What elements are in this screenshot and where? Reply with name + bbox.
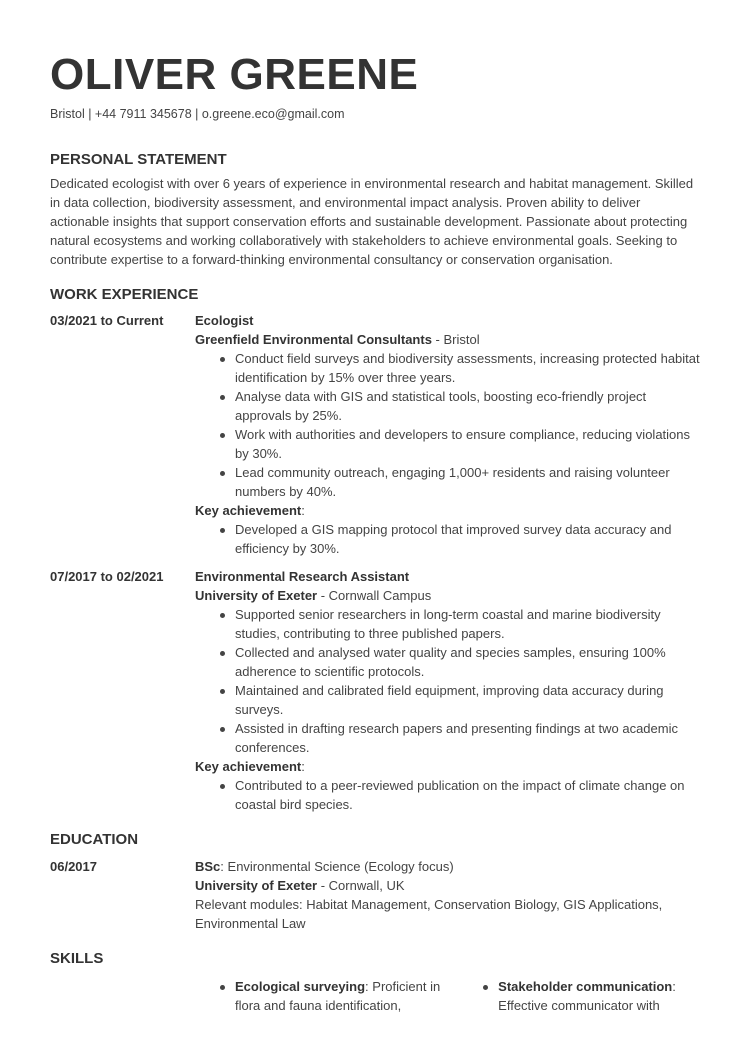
job-bullets xyxy=(195,349,700,501)
skill-item xyxy=(235,977,456,1015)
list-item: Work with authorities and developers to ensure compliance, reducing violations by 30%. xyxy=(235,425,700,463)
achievement-bullets xyxy=(195,520,700,558)
skill-name: Stakeholder communication xyxy=(498,979,673,994)
job-role: Ecologist xyxy=(195,313,254,328)
skills-column xyxy=(456,977,700,1015)
skills-heading: SKILLS xyxy=(50,950,104,967)
job-location: - Bristol xyxy=(431,332,480,347)
skills-column xyxy=(195,977,456,1015)
institution: University of Exeter xyxy=(195,878,318,893)
job-company: University of Exeter xyxy=(195,588,318,603)
job-location: - Cornwall Campus xyxy=(317,588,432,603)
job-entry xyxy=(50,311,700,558)
candidate-name: OLIVER GREENE xyxy=(50,50,419,99)
list-item: Supported senior researchers in long-term coastal and marine biodiversity studies, contributing to three published papers. xyxy=(235,605,700,643)
key-achievement-label: Key achievement xyxy=(195,503,302,518)
degree-field: : Environmental Science (Ecology focus) xyxy=(220,859,454,874)
work-experience-heading: WORK EXPERIENCE xyxy=(50,286,199,303)
personal-statement-text: Dedicated ecologist with over 6 years of experience in environmental research and habitat management. Skilled in data collection, biodiversity assessment, and environmental impact analysis. Proven ability to deliver actionable insights that support conservation efforts and sustainable development. Passionate about protecting natural ecosystems and working collaboratively with stakeholders to achieve environmental goals. Seeking to contribute expertise to a forward-thinking environmental consultancy or conservation organisation. xyxy=(50,176,694,267)
job-company: Greenfield Environmental Consultants xyxy=(195,332,432,347)
key-achievement-label-line: Key achievement: xyxy=(195,759,305,774)
achievement-bullets xyxy=(195,776,700,814)
job-company-line xyxy=(195,330,700,349)
job-bullets xyxy=(195,605,700,757)
key-achievement-label-line: Key achievement: xyxy=(195,503,305,518)
education-entry xyxy=(50,857,700,933)
contact-line: Bristol | +44 7911 345678 | o.greene.eco@gmail.com xyxy=(50,107,345,121)
list-item: Collected and analysed water quality and species samples, ensuring 100% adherence to scientific protocols. xyxy=(235,643,700,681)
key-achievement-label: Key achievement xyxy=(195,759,302,774)
job-company-line xyxy=(195,586,700,605)
job-dates: 03/2021 to Current xyxy=(50,313,164,328)
list-item: Assisted in drafting research papers and presenting findings at two academic conferences. xyxy=(235,719,700,757)
personal-statement-heading: PERSONAL STATEMENT xyxy=(50,151,227,168)
institution-line xyxy=(195,876,700,895)
skill-desc: : Effective communicator with xyxy=(498,979,676,1013)
list-item: Maintained and calibrated field equipment, improving data accuracy during surveys. xyxy=(235,681,700,719)
degree-line xyxy=(195,857,700,876)
skill-name: Ecological surveying xyxy=(235,979,366,994)
job-dates: 07/2017 to 02/2021 xyxy=(50,569,164,584)
skill-item xyxy=(498,977,700,1015)
list-item: Developed a GIS mapping protocol that improved survey data accuracy and efficiency by 30%. xyxy=(235,520,700,558)
education-date: 06/2017 xyxy=(50,859,97,874)
job-role: Environmental Research Assistant xyxy=(195,569,410,584)
list-item: Conduct field surveys and biodiversity assessments, increasing protected habitat identification by 15% over three years. xyxy=(235,351,700,385)
list-item: Contributed to a peer-reviewed publication on the impact of climate change on coastal bird species. xyxy=(235,776,700,814)
degree: BSc xyxy=(195,859,221,874)
relevant-modules: Relevant modules: Habitat Management, Conservation Biology, GIS Applications, Environmental Law xyxy=(195,897,663,931)
skill-desc: : Proficient in flora and fauna identification, xyxy=(235,979,441,1013)
list-item: Lead community outreach, engaging 1,000+ residents and raising volunteer numbers by 40%. xyxy=(235,463,700,501)
education-heading: EDUCATION xyxy=(50,831,139,848)
job-entry xyxy=(50,567,700,814)
list-item: Analyse data with GIS and statistical tools, boosting eco-friendly project approvals by 25%. xyxy=(235,387,700,425)
institution-location: - Cornwall, UK xyxy=(317,878,405,893)
skills-list xyxy=(50,977,700,1015)
